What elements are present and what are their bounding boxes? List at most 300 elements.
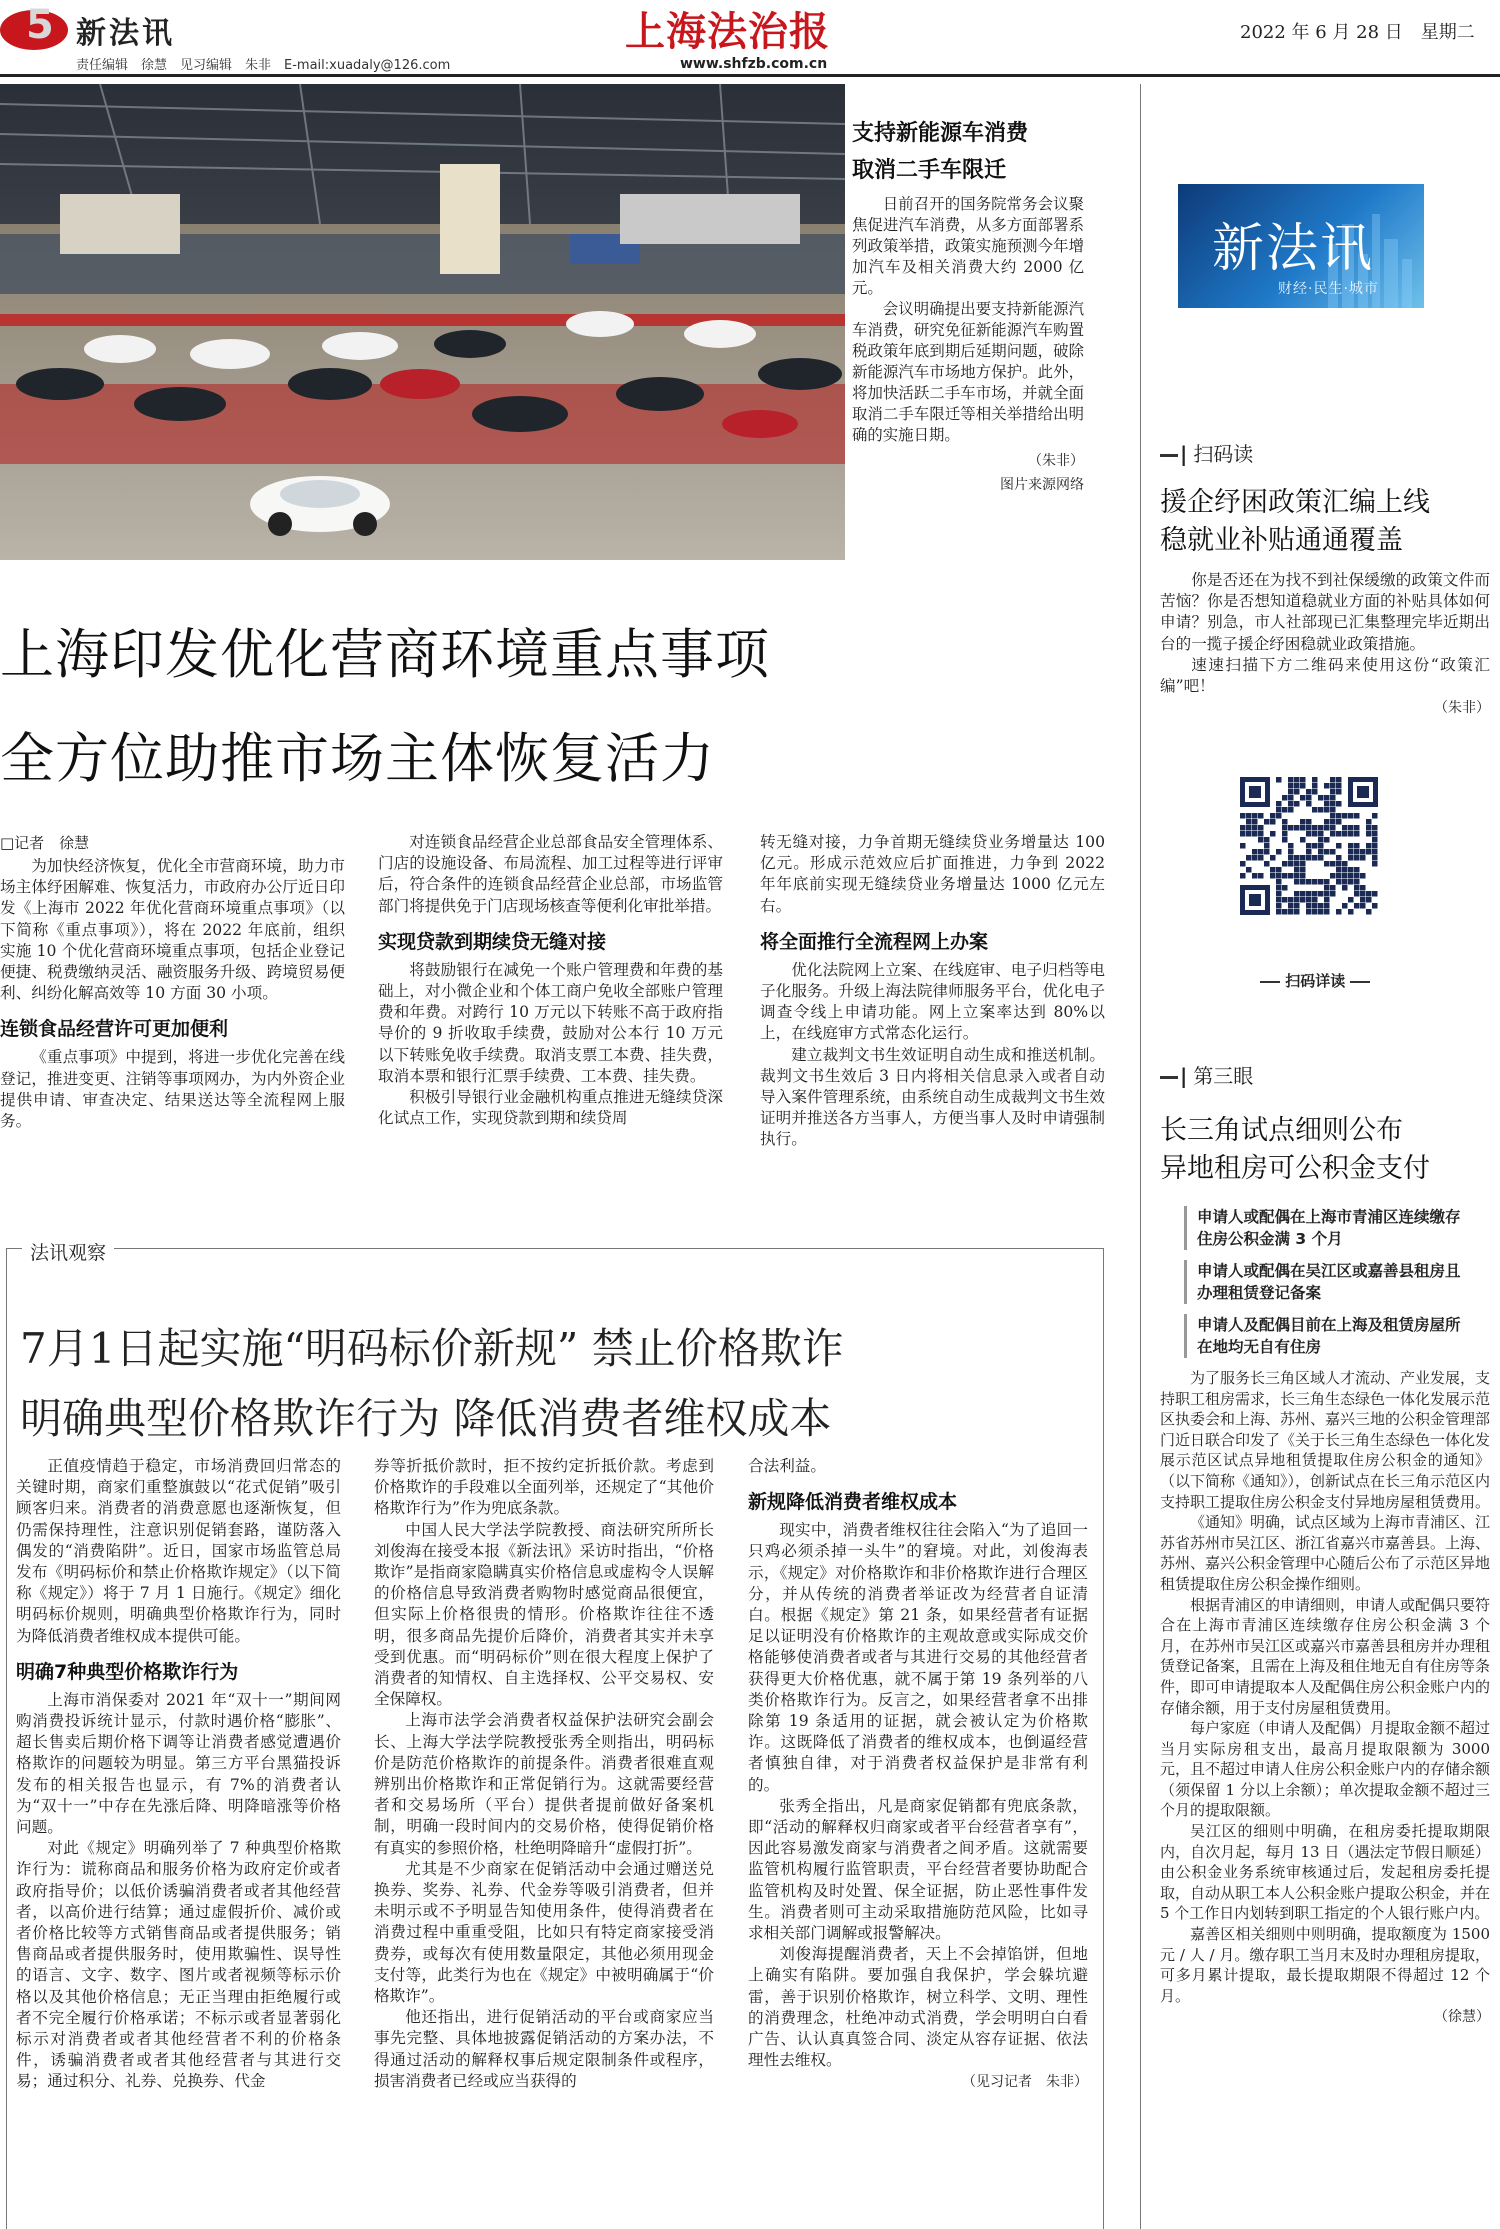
qr-module bbox=[1354, 885, 1360, 891]
third-eye-headline-1: 长三角试点细则公布 bbox=[1160, 1115, 1403, 1146]
third-eye-paragraph: 为了服务长三角区域人才流动、产业发展，支持职工租房需求，长三角生态绿色一体化发展示范区执委会和上海、苏州、嘉兴三地的公积金管理部门近日联合印发了《关于长三角生态绿色一体化发展示范区试点异地租赁提取住房公积金的通知》（以下简称《通知》），创新试点在长三角示范区内支持职工提取住房公积金支付异地房屋租赁费用。 bbox=[1160, 1369, 1491, 1511]
qr-module bbox=[1324, 825, 1330, 831]
qr-module bbox=[1252, 813, 1258, 819]
qr-module bbox=[1348, 867, 1354, 873]
observation-column-3 bbox=[748, 1456, 1088, 2091]
qr-module bbox=[1240, 831, 1246, 837]
qr-module bbox=[1312, 843, 1318, 849]
qr-module bbox=[1288, 855, 1294, 861]
qr-module bbox=[1330, 825, 1336, 831]
qr-module bbox=[1300, 837, 1306, 843]
lead-paragraph: 将鼓励银行在减免一个账户管理费和年费的基础上，对小微企业和个体工商户免收全部账户管理费和年费。对跨行 10 万元以下转账不高于政府指导价的 9 折收取手续费，鼓励对公本行 10 万元以下转账免收手续费。取消支票工本费、挂失费，取消本票和银行汇票手续费、工本费、挂失费。 bbox=[378, 960, 723, 1085]
promo-subtitle: 财经·民生·城市 bbox=[1278, 281, 1379, 297]
qr-module bbox=[1366, 909, 1372, 915]
third-eye-headline-2: 异地租房可公积金支付 bbox=[1160, 1153, 1430, 1184]
observation-headline-2: 明确典型价格欺诈行为 降低消费者维权成本 bbox=[20, 1394, 832, 1443]
qr-module bbox=[1318, 831, 1324, 837]
qr-module bbox=[1366, 849, 1372, 855]
observation-paragraph: 刘俊海提醒消费者，天上不会掉馅饼，但地上确实有陷阱。要加强自我保护，学会躲坑避雷，善于识别价格欺诈，树立科学、文明、理性的消费理念，杜绝冲动式消费，学会明明白白看广告、认认真真签合同、淡定从容存证据、依法理性去维权。 bbox=[748, 1945, 1088, 2070]
observation-headline-1: 7月1日起实施“明码标价新规” 禁止价格欺诈 bbox=[20, 1324, 844, 1373]
qr-module bbox=[1300, 795, 1306, 801]
qr-module bbox=[1288, 783, 1294, 789]
observation-paragraph: 上海市消保委对 2021 年“双十一”期间网购消费投诉统计显示，付款时遇价格“膨胀”、超长售卖后期价格下调等让消费者感觉遭遇价格欺诈的问题较为明显。第三方平台黑猫投诉发布的相关报告也显示，有 7%的消费者认为“双十一”中存在先涨后降、明降暗涨等价格问题。 bbox=[16, 1690, 341, 1837]
qr-module bbox=[1318, 849, 1324, 855]
qr-module bbox=[1360, 855, 1366, 861]
qr-module bbox=[1330, 891, 1336, 897]
qr-module bbox=[1270, 813, 1276, 819]
qr-module bbox=[1264, 861, 1270, 867]
qr-module bbox=[1324, 807, 1330, 813]
third-eye-paragraph: 《通知》明确，试点区域为上海市青浦区、江苏省苏州市吴江区、浙江省嘉兴市嘉善县。上海、苏州、嘉兴公积金管理中心随后公布了示范区异地租赁提取住房公积金操作细则。 bbox=[1160, 1513, 1491, 1593]
qr-module bbox=[1276, 813, 1282, 819]
qr-module bbox=[1312, 807, 1318, 813]
qr-module bbox=[1348, 813, 1354, 819]
qr-module bbox=[1276, 885, 1282, 891]
ev-story bbox=[852, 116, 1084, 494]
qr-module bbox=[1318, 825, 1324, 831]
qr-module bbox=[1264, 849, 1270, 855]
qr-module bbox=[1372, 855, 1378, 861]
qr-module bbox=[1300, 825, 1306, 831]
qr-module bbox=[1282, 795, 1288, 801]
qr-module bbox=[1342, 867, 1348, 873]
qr-module bbox=[1246, 855, 1252, 861]
qr-module bbox=[1294, 825, 1300, 831]
qr-module bbox=[1294, 789, 1300, 795]
scan-paragraph: 速速扫描下方二维码来使用这份“政策汇编”吧！ bbox=[1160, 655, 1490, 696]
observation-paragraph: 张秀全指出，凡是商家促销都有兜底条款，即“活动的解释权归商家或者平台经营者享有”，因此容易激发商家与消费者之间矛盾。这就需要监管机构履行监管职责，平台经营者要协助配合监管机构及时处置、保全证据，防止恶性事件发生。消费者则可主动采取措施防范风险，比如寻求相关部门调解或报警解决。 bbox=[748, 1796, 1088, 1943]
qr-module bbox=[1270, 831, 1276, 837]
qr-module bbox=[1288, 843, 1294, 849]
lead-column-1 bbox=[0, 856, 345, 1132]
qr-module bbox=[1312, 831, 1318, 837]
qr-module bbox=[1306, 819, 1312, 825]
photo-credit: 图片来源网络 bbox=[1000, 477, 1084, 493]
qr-module bbox=[1366, 891, 1372, 897]
qr-module bbox=[1276, 897, 1282, 903]
observation-subhead: 新规降低消费者维权成本 bbox=[748, 1491, 958, 1514]
qr-module bbox=[1336, 813, 1342, 819]
qr-module bbox=[1354, 843, 1360, 849]
observation-paragraph: 现实中，消费者维权往往会陷入“为了追回一只鸡必须杀掉一头牛”的窘境。对此，刘俊海表示，《规定》对价格欺诈和非价格欺诈进行合理区分，并从传统的消费者举证改为经营者自证清白。根据《规定》第 21 条，如果经营者有证据足以证明没有价格欺诈的主观故意或实际成交价格能够使消费者或者与其进行交易的其他经营者获得更大价格优惠，就不属于第 19 条列举的八类价格欺诈行为。反言之，如果经营者拿不出排除第 19 条适用的证据，就会被认定为价格欺诈。这既降低了消费者的维权成本，也倒逼经营者慎独自律，对于消费者权益保护是非常有利的。 bbox=[748, 1521, 1088, 1794]
qr-module bbox=[1324, 849, 1330, 855]
editors-line: 责任编辑 徐慧 见习编辑 朱非 E-mail:xuadaly@126.com bbox=[76, 58, 451, 73]
qr-module bbox=[1300, 891, 1306, 897]
qr-module bbox=[1336, 855, 1342, 861]
qr-module bbox=[1342, 873, 1348, 879]
qr-module bbox=[1330, 885, 1336, 891]
qr-module bbox=[1306, 855, 1312, 861]
qr-module bbox=[1318, 807, 1324, 813]
qr-module bbox=[1258, 825, 1264, 831]
qr-module bbox=[1336, 867, 1342, 873]
qr-module bbox=[1276, 879, 1282, 885]
qr-module bbox=[1372, 837, 1378, 843]
qr-module bbox=[1276, 867, 1282, 873]
qr-module bbox=[1372, 843, 1378, 849]
qr-module bbox=[1324, 795, 1330, 801]
website-link[interactable]: www.shfzb.com.cn bbox=[680, 56, 828, 72]
masthead-rule bbox=[0, 74, 1500, 77]
qr-module bbox=[1246, 831, 1252, 837]
qr-module bbox=[1312, 825, 1318, 831]
qr-module bbox=[1258, 873, 1264, 879]
lead-paragraph: 《重点事项》中提到，将进一步优化完善在线登记，推进变更、注销等事项网办，为内外资企业提供申请、审查决定、结果送达等全流程网上服务。 bbox=[0, 1048, 345, 1131]
qr-module bbox=[1294, 801, 1300, 807]
qr-module bbox=[1330, 807, 1336, 813]
qr-module bbox=[1246, 825, 1252, 831]
qr-module bbox=[1348, 843, 1354, 849]
qr-module bbox=[1246, 867, 1252, 873]
qr-module bbox=[1306, 789, 1312, 795]
qr-module bbox=[1282, 825, 1288, 831]
lead-paragraph: 为加快经济恢复，优化全市营商环境，助力市场主体纾困解难、恢复活力，市政府办公厅近日印发《上海市 2022 年优化营商环境重点事项》（以下简称《重点事项》），将在 2022 年底前，组织实施 10 个优化营商环境重点事项，包括企业登记便捷、税费缴纳灵活、融资服务升级、跨境贸易便利、纠纷化解高效等 10 方面 30 小项。 bbox=[0, 857, 345, 1003]
ev-story-title-2: 取消二手车限迁 bbox=[852, 158, 1007, 183]
qr-module bbox=[1360, 849, 1366, 855]
qr-module bbox=[1354, 891, 1360, 897]
third-eye-author: （徐慧） bbox=[1434, 2009, 1490, 2026]
observation-subhead: 明确7种典型价格欺诈行为 bbox=[16, 1660, 239, 1683]
qr-module bbox=[1312, 903, 1318, 909]
third-eye-paragraph: 根据青浦区的申请细则，申请人或配偶只要符合在上海市青浦区连续缴存住房公积金满 3 个月，在苏州市吴江区或嘉兴市嘉善县租房并办理租赁登记备案，且需在上海及租住地无自有住房等条件，即可申请提取本人及配偶住房公积金账户内的存储余额，用于支付房屋租赁费用。 bbox=[1160, 1595, 1491, 1717]
qr-module bbox=[1306, 909, 1312, 915]
qr-module bbox=[1336, 909, 1342, 915]
qr-module bbox=[1324, 837, 1330, 843]
qr-module bbox=[1348, 909, 1354, 915]
qr-module bbox=[1258, 831, 1264, 837]
third-eye-paragraph: 嘉善区相关细则中则明确，提取额度为 1500 元 / 人 / 月。缴存职工当月末及时办理租房提取，可多月累计提取，最长提取期限不得超过 12 个月。 bbox=[1160, 1925, 1490, 2005]
qr-module bbox=[1372, 861, 1378, 867]
qr-module bbox=[1342, 903, 1348, 909]
qr-module bbox=[1354, 849, 1360, 855]
qr-module bbox=[1288, 897, 1294, 903]
qr-module bbox=[1348, 897, 1354, 903]
ev-story-paragraph: 日前召开的国务院常务会议聚焦促进汽车消费，从多方面部署系列政策举措，政策实施预测今年增加汽车及相关消费大约 2000 亿元。 bbox=[852, 195, 1084, 297]
qr-module bbox=[1282, 873, 1288, 879]
auto-show-photo bbox=[0, 84, 845, 560]
observation-column-2 bbox=[374, 1456, 714, 2092]
qr-module bbox=[1288, 789, 1294, 795]
qr-module bbox=[1318, 879, 1324, 885]
observation-paragraph: 正值疫情趋于稳定，市场消费回归常态的关键时期，商家们重整旗鼓以“花式促销”吸引顾客归来。消费者的消费意愿也逐渐恢复，但仍需保持理性，注意识别促销套路，谨防落入偶发的“消费陷阱”。近日，国家市场监管总局发布《明码标价和禁止价格欺诈规定》（以下简称《规定》）将于 7 月 1 日施行。《规定》细化明码标价规则，明确典型价格欺诈行为，同时为降低消费者维权成本提供可能。 bbox=[16, 1457, 341, 1645]
qr-module bbox=[1282, 831, 1288, 837]
lead-subhead: 实现贷款到期续贷无缝对接 bbox=[378, 930, 607, 953]
qr-module bbox=[1366, 825, 1372, 831]
paper-logo: 上海法治报 bbox=[625, 8, 830, 55]
qr-module bbox=[1282, 807, 1288, 813]
qr-module bbox=[1288, 795, 1294, 801]
qr-module bbox=[1276, 909, 1282, 915]
qr-module bbox=[1324, 819, 1330, 825]
qr-module bbox=[1282, 909, 1288, 915]
qr-module bbox=[1366, 831, 1372, 837]
qr-module bbox=[1336, 879, 1342, 885]
qr-module bbox=[1264, 837, 1270, 843]
qr-module bbox=[1354, 855, 1360, 861]
third-eye-story bbox=[1160, 1112, 1490, 2026]
lead-paragraph: 积极引导银行业金融机构重点推进无缝续贷深化试点工作，实现贷款到期和续贷周 bbox=[378, 1088, 723, 1128]
qr-module bbox=[1306, 879, 1312, 885]
observation-tag: 法讯观察 bbox=[22, 1238, 114, 1265]
scan-read-tag: | 扫码读 bbox=[1160, 438, 1253, 467]
qr-module bbox=[1282, 861, 1288, 867]
qr-module bbox=[1300, 867, 1306, 873]
qr-module bbox=[1366, 819, 1372, 825]
qr-module bbox=[1312, 855, 1318, 861]
qr-module bbox=[1294, 879, 1300, 885]
qr-module bbox=[1318, 891, 1324, 897]
qr-module bbox=[1282, 885, 1288, 891]
qr-module bbox=[1318, 795, 1324, 801]
qr-module bbox=[1336, 819, 1342, 825]
qr-module bbox=[1288, 849, 1294, 855]
qr-caption-text: 扫码详读 bbox=[1285, 972, 1346, 990]
observation-paragraph: 券等折抵价款时，拒不按约定折抵价款。考虑到价格欺诈的手段难以全面列举，还规定了“其他价格欺诈行为”作为兜底条款。 bbox=[374, 1457, 714, 1518]
qr-module bbox=[1336, 831, 1342, 837]
qr-module bbox=[1240, 873, 1246, 879]
lead-paragraph: 优化法院网上立案、在线庭审、电子归档等电子化服务。升级上海法院律师服务平台，优化电子调查令线上申请功能。网上立案率达到 80%以上，在线庭审方式常态化运行。 bbox=[760, 960, 1105, 1043]
observation-paragraph: 他还指出，进行促销活动的平台或商家应当事先完整、具体地披露促销活动的方案办法，不得通过活动的解释权事后规定限制条件或程序，损害消费者已经或应当获得的 bbox=[374, 2008, 714, 2090]
qr-module bbox=[1354, 813, 1360, 819]
qr-module bbox=[1348, 831, 1354, 837]
qr-code-graphic bbox=[1238, 775, 1380, 917]
qr-module bbox=[1324, 879, 1330, 885]
qr-module bbox=[1372, 813, 1378, 819]
observation-paragraph: 尤其是不少商家在促销活动中会通过赠送兑换券、奖券、礼券、代金券等吸引消费者，但并未明示或不予明显告知使用条件，使得消费者在消费过程中重重受阻，比如只有特定商家接受消费券，或每次有使用数量限定，其他必须用现金支付等，此类行为也在《规定》中被明确属于“价格欺诈”。 bbox=[374, 1859, 714, 2006]
qr-module bbox=[1324, 861, 1330, 867]
ev-story-paragraph: 会议明确提出要支持新能源汽车消费，研究免征新能源汽车购置税政策年底到期后延期问题，破除新能源汽车市场地方保护。此外，将加快活跃二手车市场，并就全面取消二手车限迁等相关举措给出明确的实施日期。 bbox=[852, 300, 1084, 444]
qr-module bbox=[1246, 813, 1252, 819]
scan-headline-2: 稳就业补贴通通覆盖 bbox=[1160, 525, 1403, 556]
qr-module bbox=[1324, 903, 1330, 909]
qr-module bbox=[1300, 897, 1306, 903]
qr-module bbox=[1294, 777, 1300, 783]
qr-module bbox=[1300, 783, 1306, 789]
qr-module bbox=[1306, 897, 1312, 903]
qr-module bbox=[1288, 873, 1294, 879]
qr-module bbox=[1354, 903, 1360, 909]
qr-module bbox=[1372, 849, 1378, 855]
qr-module bbox=[1288, 909, 1294, 915]
ev-story-author: （朱非） bbox=[1028, 453, 1084, 469]
qr-module bbox=[1288, 825, 1294, 831]
qr-module bbox=[1324, 783, 1330, 789]
observation-paragraph: 上海市法学会消费者权益保护法研究会副会长、上海大学法学院教授张秀全则指出，明码标价是防范价格欺诈的前提条件。消费者很难直观辨别出价格欺诈和正常促销行为。这就需要经营者和交易场所（平台）提供者提前做好备案机制，明确一段时间内的交易价格，使得促销价格有真实的参照价格，杜绝明降暗升“虚假打折”。 bbox=[374, 1711, 714, 1857]
qr-module bbox=[1354, 867, 1360, 873]
lead-paragraph: 转无缝对接，力争首期无缝续贷业务增量达 100 亿元。形成示范效应后扩面推进，力争到 2022 年年底前实现无缝续贷业务增量达 1000 亿元左右。 bbox=[760, 833, 1105, 915]
qr-module bbox=[1354, 879, 1360, 885]
qr-module bbox=[1330, 831, 1336, 837]
qr-module bbox=[1306, 831, 1312, 837]
qr-module bbox=[1336, 777, 1342, 783]
third-eye-paragraph: 吴江区的细则中明确，在租房委托提取期限内，自次月起，每月 13 日（遇法定节假日顺延）由公积金业务系统审核通过后，发起租房委托提取，自动从职工本人公积金账户提取公积金，并在 5 个工作日内划转到职工指定的个人银行账户内。 bbox=[1160, 1822, 1491, 1923]
qr-module bbox=[1276, 873, 1282, 879]
qr-module bbox=[1330, 777, 1336, 783]
qr-module bbox=[1348, 879, 1354, 885]
qr-module bbox=[1372, 891, 1378, 897]
lead-byline: □记者 徐慧 bbox=[0, 834, 90, 852]
third-eye-bullets bbox=[1184, 1206, 1464, 1358]
qr-module bbox=[1300, 873, 1306, 879]
qr-module bbox=[1252, 819, 1258, 825]
qr-module bbox=[1336, 801, 1342, 807]
qr-module bbox=[1342, 825, 1348, 831]
scan-read-tag-label: 扫码读 bbox=[1193, 442, 1254, 466]
qr-module bbox=[1330, 801, 1336, 807]
qr-module bbox=[1324, 801, 1330, 807]
qr-module bbox=[1258, 813, 1264, 819]
qr-module bbox=[1306, 795, 1312, 801]
qr-module bbox=[1240, 813, 1246, 819]
qr-module bbox=[1294, 783, 1300, 789]
third-eye-bullet: 申请人及配偶目前在上海及租赁房屋所在地均无自有住房 bbox=[1184, 1314, 1464, 1358]
observation-column-1 bbox=[16, 1456, 341, 2093]
qr-module bbox=[1306, 849, 1312, 855]
qr-module bbox=[1330, 849, 1336, 855]
qr-module bbox=[1372, 825, 1378, 831]
qr-module bbox=[1372, 831, 1378, 837]
qr-module bbox=[1366, 843, 1372, 849]
qr-module bbox=[1300, 861, 1306, 867]
qr-module bbox=[1318, 903, 1324, 909]
qr-module bbox=[1330, 795, 1336, 801]
auto-show-illustration bbox=[0, 84, 845, 560]
qr-module bbox=[1324, 891, 1330, 897]
qr-module bbox=[1306, 801, 1312, 807]
qr-module bbox=[1324, 885, 1330, 891]
qr-module bbox=[1252, 873, 1258, 879]
qr-module bbox=[1360, 873, 1366, 879]
qr-module bbox=[1342, 879, 1348, 885]
qr-module bbox=[1330, 819, 1336, 825]
qr-module bbox=[1330, 861, 1336, 867]
lead-column-3 bbox=[760, 832, 1105, 1151]
qr-module bbox=[1276, 849, 1282, 855]
qr-module bbox=[1276, 801, 1282, 807]
qr-module bbox=[1306, 891, 1312, 897]
qr-module bbox=[1354, 873, 1360, 879]
qr-module bbox=[1300, 819, 1306, 825]
qr-module bbox=[1258, 855, 1264, 861]
page-number: 5 bbox=[26, 2, 54, 48]
section-title: 新法讯 bbox=[76, 16, 175, 51]
column-divider bbox=[1140, 84, 1141, 2229]
scan-read-story bbox=[1160, 484, 1490, 717]
qr-module bbox=[1312, 789, 1318, 795]
qr-module bbox=[1312, 891, 1318, 897]
qr-module bbox=[1252, 831, 1258, 837]
qr-module bbox=[1294, 891, 1300, 897]
qr-module bbox=[1294, 903, 1300, 909]
qr-module bbox=[1264, 819, 1270, 825]
qr-module bbox=[1342, 813, 1348, 819]
qr-module bbox=[1306, 903, 1312, 909]
qr-module bbox=[1288, 777, 1294, 783]
qr-module bbox=[1240, 861, 1246, 867]
lead-paragraph: 建立裁判文书生效证明自动生成和推送机制。裁判文书生效后 3 日内将相关信息录入或者自动导入案件管理系统，由系统自动生成裁判文书生效证明并推送各方当事人，方便当事人及时申请强制执行。 bbox=[760, 1045, 1105, 1149]
qr-module bbox=[1312, 879, 1318, 885]
qr-module bbox=[1294, 867, 1300, 873]
ev-story-title-1: 支持新能源车消费 bbox=[852, 121, 1029, 146]
qr-module bbox=[1300, 855, 1306, 861]
qr-module bbox=[1300, 777, 1306, 783]
qr-module bbox=[1252, 849, 1258, 855]
qr-module bbox=[1330, 873, 1336, 879]
qr-module bbox=[1330, 783, 1336, 789]
qr-module bbox=[1252, 855, 1258, 861]
qr-module bbox=[1282, 819, 1288, 825]
qr-module bbox=[1252, 825, 1258, 831]
third-eye-paragraph: 每户家庭（申请人及配偶）月提取金额不超过当月实际房租支出，最高月提取限额为 3000 元，且不超过申请人住房公积金账户内的存储余额（须保留 1 分以上余额）；单次提取金额不超过三个月的提取限额。 bbox=[1160, 1719, 1491, 1820]
qr-module bbox=[1300, 879, 1306, 885]
qr-module bbox=[1240, 843, 1246, 849]
qr-module bbox=[1276, 891, 1282, 897]
promo-title: 新法讯 bbox=[1212, 219, 1375, 279]
qr-module bbox=[1276, 807, 1282, 813]
third-eye-bullet: 申请人或配偶在吴江区或嘉善县租房且办理租赁登记备案 bbox=[1184, 1260, 1464, 1304]
third-eye-bullet: 申请人或配偶在上海市青浦区连续缴存住房公积金满 3 个月 bbox=[1184, 1206, 1464, 1250]
qr-module bbox=[1294, 855, 1300, 861]
qr-module bbox=[1312, 777, 1318, 783]
qr-module bbox=[1318, 843, 1324, 849]
scan-paragraph: 你是否还在为找不到社保缓缴的政策文件而苦恼？你是否想知道稳就业方面的补贴具体如何申请？别急，市人社部现已汇集整理完毕近期出台的一揽子援企纾困稳就业政策措施。 bbox=[1160, 571, 1490, 653]
qr-module bbox=[1366, 897, 1372, 903]
lead-headline-2: 全方位助推市场主体恢复活力 bbox=[0, 727, 715, 790]
third-eye-tag-label: 第三眼 bbox=[1193, 1064, 1254, 1088]
qr-module bbox=[1348, 849, 1354, 855]
qr-module bbox=[1348, 873, 1354, 879]
observation-paragraph: 合法利益。 bbox=[748, 1457, 826, 1475]
lead-subhead: 将全面推行全流程网上办案 bbox=[760, 930, 989, 953]
qr-module bbox=[1324, 909, 1330, 915]
qr-module bbox=[1294, 873, 1300, 879]
qr-module bbox=[1318, 855, 1324, 861]
qr-module bbox=[1312, 897, 1318, 903]
observation-paragraph: 中国人民大学法学院教授、商法研究所所长刘俊海在接受本报《新法讯》采访时指出，“价格欺诈”是指商家隐瞒真实价格信息或虚构令人误解的价格信息导致消费者购物时感觉商品很便宜，但实际上价格很贵的情形。价格欺诈往往不透明，很多商品先提价后降价，消费者其实并未享受到优惠。而“明码标价”则在很大程度上保护了消费者的知情权、自主选择权、公平交易权、安全保障权。 bbox=[374, 1520, 714, 1709]
qr-module bbox=[1258, 849, 1264, 855]
qr-module bbox=[1360, 885, 1366, 891]
lead-paragraph: 对连锁食品经营企业总部食品安全管理体系、门店的设施设备、布局流程、加工过程等进行评审后，符合条件的连锁食品经营企业总部，市场监管部门将提供免于门店现场核查等便利化审批举措。 bbox=[378, 833, 723, 915]
qr-module bbox=[1360, 891, 1366, 897]
qr-module bbox=[1312, 783, 1318, 789]
qr-module bbox=[1288, 801, 1294, 807]
qr-module bbox=[1348, 825, 1354, 831]
qr-module bbox=[1282, 897, 1288, 903]
qr-code[interactable] bbox=[1238, 775, 1380, 917]
lead-headline-1: 上海印发优化营商环境重点事项 bbox=[0, 623, 770, 686]
qr-module bbox=[1330, 813, 1336, 819]
qr-module bbox=[1336, 873, 1342, 879]
lead-column-2 bbox=[378, 832, 723, 1129]
qr-module bbox=[1342, 885, 1348, 891]
qr-module bbox=[1330, 789, 1336, 795]
qr-module bbox=[1288, 903, 1294, 909]
scan-headline-1: 援企纾困政策汇编上线 bbox=[1160, 487, 1430, 518]
lead-subhead: 连锁食品经营许可更加便利 bbox=[0, 1018, 229, 1041]
qr-module bbox=[1342, 861, 1348, 867]
page-number-badge bbox=[0, 4, 70, 48]
qr-module bbox=[1318, 909, 1324, 915]
qr-module bbox=[1288, 861, 1294, 867]
scan-author: （朱非） bbox=[1434, 700, 1490, 717]
qr-module bbox=[1270, 819, 1276, 825]
qr-module bbox=[1240, 825, 1246, 831]
qr-module bbox=[1336, 783, 1342, 789]
qr-module bbox=[1336, 861, 1342, 867]
qr-module bbox=[1372, 903, 1378, 909]
qr-module bbox=[1318, 837, 1324, 843]
qr-module bbox=[1342, 831, 1348, 837]
